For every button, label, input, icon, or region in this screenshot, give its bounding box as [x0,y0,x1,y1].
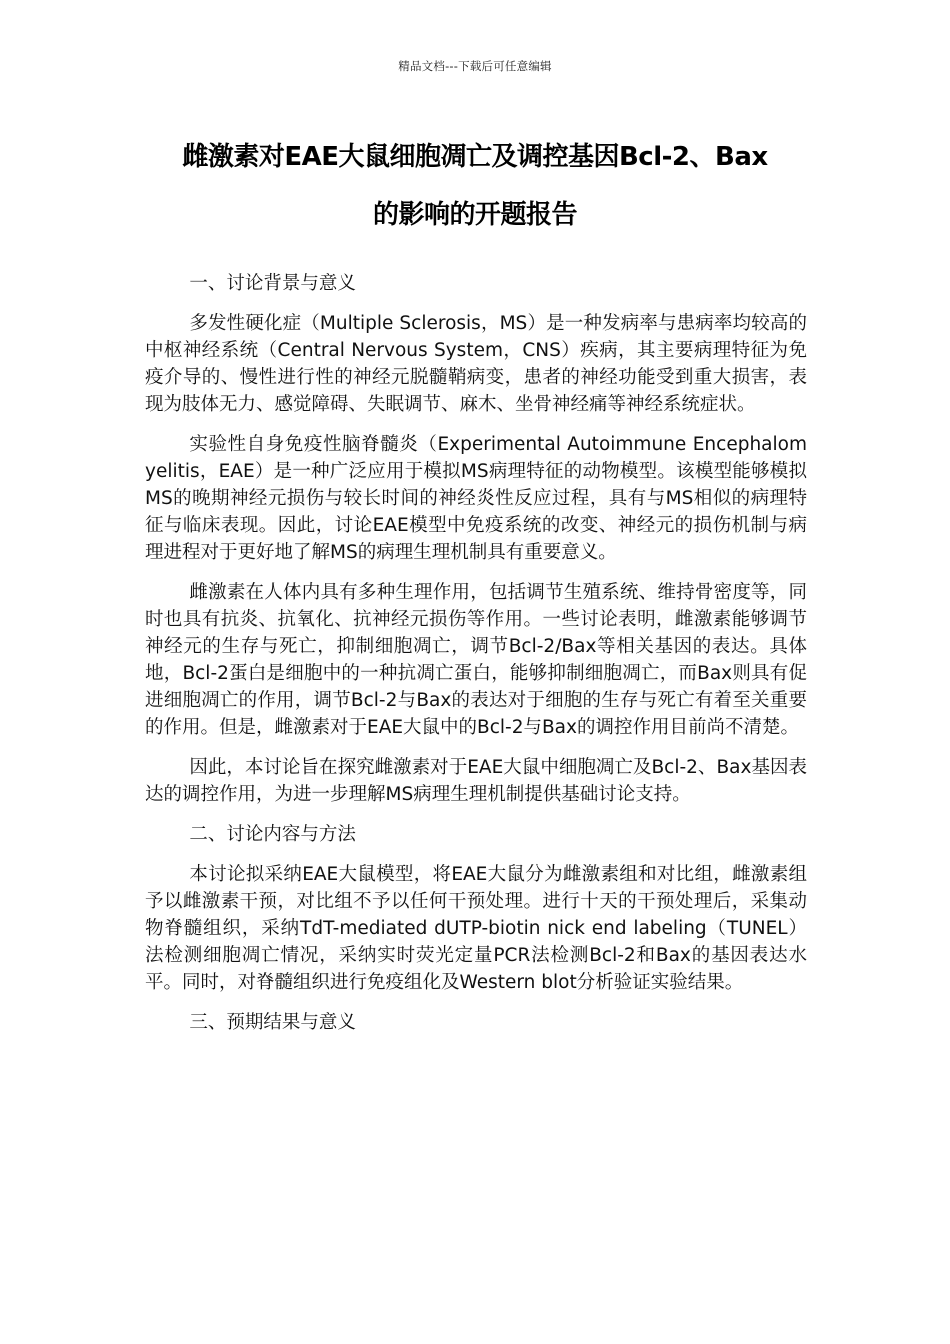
section-heading-methods: 二、讨论内容与方法 [189,824,356,845]
paragraph-ms-intro: 多发性硬化症（Multiple Sclerosis，MS）是一种发病率与患病率均较高的中枢神经系统（Central Nervous System，CNS）疾病，其主要病理特征为免疫介导的、慢性进行性的神经元脱髓鞘病变，患者的神经功能受到重大损害，表现为肢体无力、感觉障碍、失眠调节、麻木、坐骨神经痛等神经系统症状。 [145,313,807,415]
paragraph-eae-model: 实验性自身免疫性脑脊髓炎（Experimental Autoimmune Encephalomyelitis，EAE）是一种广泛应用于模拟MS病理特征的动物模型。该模型能够模拟MS的晚期神经元损伤与较长时间的神经炎性反应过程，具有与MS相似的病理特征与临床表现。因此，讨论EAE模型中免疫系统的改变、神经元的损伤机制与病理进程对于更好地了解MS的病理生理机制具有重要意义。 [145,434,807,563]
title-line-1: 雌激素对EAE大鼠细胞凋亡及调控基因Bcl-2、Bax [182,142,768,172]
title-line-2: 的影响的开题报告 [372,200,577,230]
document-title [130,128,820,244]
section-heading-background: 一、讨论背景与意义 [189,273,356,294]
paragraph-aim: 因此，本讨论旨在探究雌激素对于EAE大鼠中细胞凋亡及Bcl-2、Bax基因表达的调控作用，为进一步理解MS病理生理机制提供基础讨论支持。 [145,757,807,805]
paragraph-estrogen: 雌激素在人体内具有多种生理作用，包括调节生殖系统、维持骨密度等，同时也具有抗炎、抗氧化、抗神经元损伤等作用。一些讨论表明，雌激素能够调节神经元的生存与死亡，抑制细胞凋亡，调节Bcl-2/Bax等相关基因的表达。具体地，Bcl-2蛋白是细胞中的一种抗凋亡蛋白，能够抑制细胞凋亡，而Bax则具有促进细胞凋亡的作用，调节Bcl-2与Bax的表达对于细胞的生存与死亡有着至关重要的作用。但是，雌激素对于EAE大鼠中的Bcl-2与Bax的调控作用目前尚不清楚。 [145,582,807,738]
document-body [145,270,807,1049]
paragraph-methods: 本讨论拟采纳EAE大鼠模型，将EAE大鼠分为雌激素组和对比组，雌激素组予以雌激素干预，对比组不予以任何干预处理。进行十天的干预处理后，采集动物脊髓组织，采纳TdT-mediated dUTP-biotin nick end labeling（TUNEL）法检测细胞凋亡情况，采纳实时荧光定量PCR法检测Bcl-2和Bax的基因表达水平。同时，对脊髓组织进行免疫组化及Western blot分析验证实验结果。 [145,864,807,993]
header-note: 精品文档---下载后可任意编辑 [398,59,552,73]
section-heading-expected-results: 三、预期结果与意义 [189,1012,356,1033]
